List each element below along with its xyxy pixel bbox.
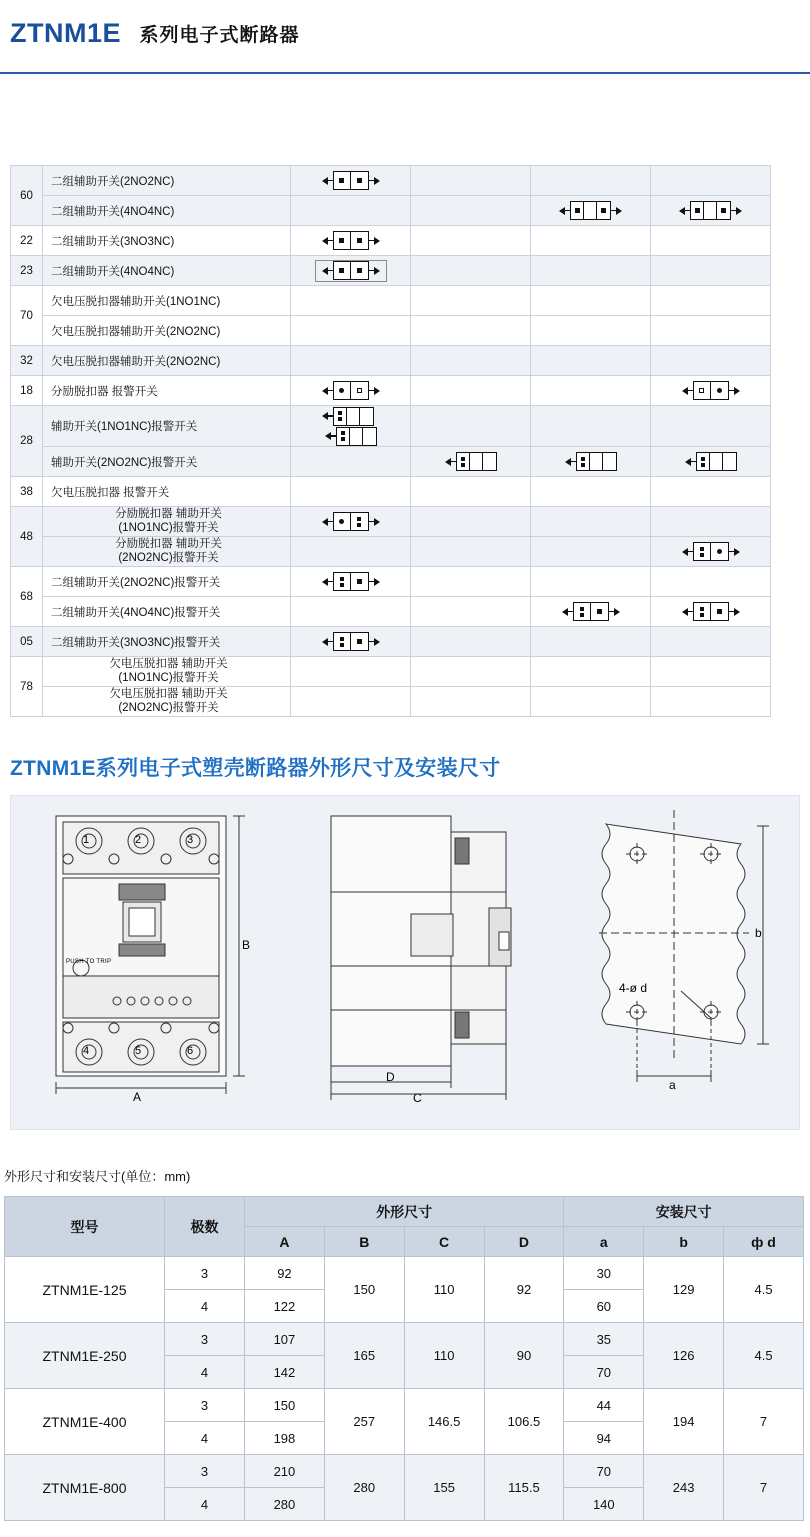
aux-alarm-symbol xyxy=(445,452,497,472)
figure-cell xyxy=(411,507,531,537)
table-row xyxy=(11,376,771,406)
th-D: D xyxy=(484,1227,564,1257)
cell-b: 194 xyxy=(644,1389,724,1455)
figure-cell xyxy=(531,447,651,477)
table-row xyxy=(11,166,771,196)
figure-cell xyxy=(411,226,531,256)
row-desc: 欠电压脱扣器辅助开关(1NO1NC) xyxy=(43,286,291,316)
figure-cell xyxy=(411,567,531,597)
cell-D: 115.5 xyxy=(484,1455,564,1521)
cell-poles: 4 xyxy=(165,1290,245,1323)
cell-C: 146.5 xyxy=(404,1389,484,1455)
th-A: A xyxy=(245,1227,325,1257)
figure-cell xyxy=(291,226,411,256)
breaker-drawings xyxy=(11,796,801,1129)
figure-cell xyxy=(291,507,411,537)
aux-alarm-symbol-left xyxy=(322,406,374,426)
table-row xyxy=(11,447,771,477)
row-code: 32 xyxy=(11,346,43,376)
page-title-sub: 系列电子式断路器 xyxy=(139,25,300,46)
table-row xyxy=(5,1389,804,1422)
cell-d: 7 xyxy=(724,1455,804,1521)
shunt-trip-alarm-symbol xyxy=(322,381,380,401)
switch-symbol-2no2nc xyxy=(322,171,380,191)
figure-cell xyxy=(411,316,531,346)
figure-cell xyxy=(291,627,411,657)
row-code: 68 xyxy=(11,567,43,627)
table-row xyxy=(5,1455,804,1488)
figure-cell xyxy=(531,567,651,597)
figure-cell xyxy=(651,196,771,226)
cell-B: 150 xyxy=(324,1257,404,1323)
figure-cell xyxy=(291,286,411,316)
figure-cell xyxy=(411,627,531,657)
figure-cell xyxy=(531,507,651,537)
figure-cell xyxy=(531,597,651,627)
cell-A: 142 xyxy=(245,1356,325,1389)
table-row xyxy=(11,346,771,376)
row-code: 23 xyxy=(11,256,43,286)
cell-A: 280 xyxy=(245,1488,325,1521)
figure-cell xyxy=(291,477,411,507)
figure-cell xyxy=(651,376,771,406)
figure-cell xyxy=(411,196,531,226)
switch-symbol-4no4nc-highlight xyxy=(316,261,386,281)
figure-cell xyxy=(651,567,771,597)
figure-cell xyxy=(531,627,651,657)
cell-poles: 3 xyxy=(165,1455,245,1488)
cell-A: 198 xyxy=(245,1422,325,1455)
cell-B: 257 xyxy=(324,1389,404,1455)
figure-cell xyxy=(531,537,651,567)
figure-cell xyxy=(291,346,411,376)
label-terminal-6: 6 xyxy=(187,1045,194,1057)
row-desc: 二组辅助开关(4NO4NC)报警开关 xyxy=(43,597,291,627)
cell-D: 90 xyxy=(484,1323,564,1389)
table-row xyxy=(5,1323,804,1356)
cell-poles: 4 xyxy=(165,1422,245,1455)
cell-poles: 4 xyxy=(165,1488,245,1521)
row-code: 48 xyxy=(11,507,43,567)
figure-cell xyxy=(291,687,411,717)
row-code: 38 xyxy=(11,477,43,507)
figure-cell xyxy=(651,256,771,286)
row-desc-line2: (2NO2NC)报警开关 xyxy=(118,701,219,714)
row-desc: 辅助开关(1NO1NC)报警开关 xyxy=(43,406,291,447)
th-d: ф d xyxy=(724,1227,804,1257)
label-terminal-4: 4 xyxy=(83,1045,90,1057)
figure-cell xyxy=(411,376,531,406)
figure-cell xyxy=(411,597,531,627)
dual-aux-alarm-symbol xyxy=(682,602,740,622)
figure-cell xyxy=(651,657,771,687)
figure-cell xyxy=(291,567,411,597)
cell-d: 4.5 xyxy=(724,1323,804,1389)
table-row xyxy=(11,286,771,316)
figure-cell xyxy=(291,597,411,627)
cell-model: ZTNM1E-125 xyxy=(5,1257,165,1323)
cell-a: 70 xyxy=(564,1356,644,1389)
figure-cell xyxy=(531,687,651,717)
cell-a: 60 xyxy=(564,1290,644,1323)
row-desc-line2: (1NO1NC)报警开关 xyxy=(118,521,219,534)
mounting-plate-view xyxy=(599,810,769,1082)
row-desc-line2: (1NO1NC)报警开关 xyxy=(118,671,219,684)
th-C: C xyxy=(404,1227,484,1257)
cell-a: 30 xyxy=(564,1257,644,1290)
row-desc: 二组辅助开关(4NO4NC) xyxy=(43,196,291,226)
switch-symbol-3no3nc xyxy=(322,231,380,251)
aux-alarm-symbol xyxy=(565,452,617,472)
table-row xyxy=(11,687,771,717)
cell-C: 110 xyxy=(404,1323,484,1389)
figure-cell xyxy=(291,406,411,447)
th-mounting-group: 安装尺寸 xyxy=(564,1197,804,1227)
side-view xyxy=(331,816,511,1100)
table-row xyxy=(11,597,771,627)
aux-alarm-symbol xyxy=(685,452,737,472)
page-title-main: ZTNM1E xyxy=(10,18,121,48)
figure-cell xyxy=(291,447,411,477)
label-hole-note: 4-ø d xyxy=(619,981,648,995)
row-desc xyxy=(43,657,291,687)
cell-a: 140 xyxy=(564,1488,644,1521)
row-code: 78 xyxy=(11,657,43,717)
switch-symbol-4no4nc xyxy=(559,201,622,221)
figure-cell xyxy=(411,346,531,376)
row-desc: 二组辅助开关(3NO3NC)报警开关 xyxy=(43,627,291,657)
figure-cell xyxy=(531,346,651,376)
figure-cell xyxy=(651,346,771,376)
row-desc-line1: 分励脱扣器 辅助开关 xyxy=(115,508,222,521)
dim-label-B: B xyxy=(242,938,251,952)
row-desc xyxy=(43,507,291,537)
figure-cell xyxy=(291,166,411,196)
figure-cell xyxy=(651,537,771,567)
figure-cell xyxy=(531,406,651,447)
th-model: 型号 xyxy=(5,1197,165,1257)
th-outline-group: 外形尺寸 xyxy=(245,1197,564,1227)
table-row xyxy=(11,256,771,286)
cell-A: 150 xyxy=(245,1389,325,1422)
figure-cell xyxy=(651,597,771,627)
row-desc: 二组辅助开关(3NO3NC) xyxy=(43,226,291,256)
label-terminal-5: 5 xyxy=(135,1045,142,1057)
cell-b: 126 xyxy=(644,1323,724,1389)
figure-cell xyxy=(411,256,531,286)
th-a: a xyxy=(564,1227,644,1257)
figure-cell xyxy=(411,286,531,316)
figure-cell xyxy=(411,406,531,447)
section-title-dimensions: ZTNM1E系列电子式塑壳断路器外形尺寸及安装尺寸 xyxy=(10,757,501,780)
figure-cell xyxy=(651,316,771,346)
table-row xyxy=(11,507,771,537)
table-row xyxy=(11,567,771,597)
figure-cell xyxy=(531,316,651,346)
label-terminal-2: 2 xyxy=(135,834,142,846)
row-desc: 二组辅助开关(4NO4NC) xyxy=(43,256,291,286)
cell-model: ZTNM1E-250 xyxy=(5,1323,165,1389)
cell-b: 243 xyxy=(644,1455,724,1521)
figure-cell xyxy=(531,657,651,687)
cell-a: 70 xyxy=(564,1455,644,1488)
cell-model: ZTNM1E-400 xyxy=(5,1389,165,1455)
figure-cell xyxy=(651,477,771,507)
dual-aux-alarm-symbol xyxy=(322,632,380,652)
figure-cell xyxy=(651,406,771,447)
accessory-table xyxy=(10,165,771,717)
figure-cell xyxy=(291,537,411,567)
figure-cell xyxy=(291,196,411,226)
figure-cell xyxy=(291,256,411,286)
dimensions-caption: 外形尺寸和安装尺寸(单位：mm) xyxy=(4,1169,191,1184)
cell-D: 106.5 xyxy=(484,1389,564,1455)
th-poles: 极数 xyxy=(165,1197,245,1257)
shunt-aux-alarm-symbol xyxy=(682,542,740,562)
cell-a: 44 xyxy=(564,1389,644,1422)
figure-cell xyxy=(531,376,651,406)
cell-poles: 3 xyxy=(165,1389,245,1422)
row-desc-line2: (2NO2NC)报警开关 xyxy=(118,551,219,564)
figure-cell xyxy=(411,166,531,196)
cell-A: 122 xyxy=(245,1290,325,1323)
dim-label-b: b xyxy=(755,926,762,940)
accessory-table-wrap xyxy=(10,165,770,717)
switch-symbol-4no4nc xyxy=(679,201,742,221)
cell-b: 129 xyxy=(644,1257,724,1323)
cell-C: 110 xyxy=(404,1257,484,1323)
figure-cell xyxy=(531,196,651,226)
figure-cell xyxy=(411,447,531,477)
figure-cell xyxy=(531,226,651,256)
row-code: 22 xyxy=(11,226,43,256)
cell-A: 92 xyxy=(245,1257,325,1290)
row-code: 60 xyxy=(11,166,43,226)
label-terminal-3: 3 xyxy=(187,834,194,846)
figure-cell xyxy=(411,657,531,687)
cell-a: 35 xyxy=(564,1323,644,1356)
figure-cell xyxy=(651,226,771,256)
th-b: b xyxy=(644,1227,724,1257)
row-desc-line1: 分励脱扣器 辅助开关 xyxy=(115,538,222,551)
dim-label-a: a xyxy=(669,1078,676,1092)
figure-cell xyxy=(651,286,771,316)
cell-d: 4.5 xyxy=(724,1257,804,1323)
aux-alarm-symbol-right xyxy=(325,426,377,446)
cell-B: 280 xyxy=(324,1455,404,1521)
dim-label-D: D xyxy=(386,1070,395,1084)
table-row xyxy=(11,196,771,226)
row-desc xyxy=(43,537,291,567)
table-row xyxy=(11,477,771,507)
table-row xyxy=(11,657,771,687)
row-code: 18 xyxy=(11,376,43,406)
cell-C: 155 xyxy=(404,1455,484,1521)
row-code: 05 xyxy=(11,627,43,657)
row-desc-line1: 欠电压脱扣器 辅助开关 xyxy=(109,688,228,701)
table-row xyxy=(11,406,771,447)
th-B: B xyxy=(324,1227,404,1257)
dim-label-C: C xyxy=(413,1091,422,1105)
figure-cell xyxy=(651,627,771,657)
row-code: 70 xyxy=(11,286,43,346)
table-row xyxy=(11,537,771,567)
table-row xyxy=(11,627,771,657)
row-desc: 欠电压脱扣器辅助开关(2NO2NC) xyxy=(43,316,291,346)
figure-cell xyxy=(291,657,411,687)
table-row xyxy=(11,226,771,256)
figure-cell xyxy=(531,477,651,507)
label-push-to-trip: PUSH TO TRIP xyxy=(66,959,112,965)
figure-cell xyxy=(651,687,771,717)
shunt-aux-alarm-symbol xyxy=(322,512,380,532)
cell-D: 92 xyxy=(484,1257,564,1323)
row-desc xyxy=(43,687,291,717)
cell-A: 210 xyxy=(245,1455,325,1488)
row-desc: 辅助开关(2NO2NC)报警开关 xyxy=(43,447,291,477)
dual-aux-alarm-symbol xyxy=(322,572,380,592)
row-desc-line1: 欠电压脱扣器 辅助开关 xyxy=(109,658,228,671)
dual-aux-alarm-symbol xyxy=(562,602,620,622)
row-code: 28 xyxy=(11,406,43,477)
row-desc: 欠电压脱扣器 报警开关 xyxy=(43,477,291,507)
cell-A: 107 xyxy=(245,1323,325,1356)
cell-a: 94 xyxy=(564,1422,644,1455)
row-desc: 分励脱扣器 报警开关 xyxy=(43,376,291,406)
cell-model: ZTNM1E-800 xyxy=(5,1455,165,1521)
figure-cell xyxy=(651,447,771,477)
cell-d: 7 xyxy=(724,1389,804,1455)
page-header xyxy=(0,0,810,78)
row-desc: 二组辅助开关(2NO2NC)报警开关 xyxy=(43,567,291,597)
figure-cell xyxy=(411,477,531,507)
figure-cell xyxy=(531,256,651,286)
shunt-trip-alarm-symbol xyxy=(682,381,740,401)
figure-cell xyxy=(651,166,771,196)
table-row xyxy=(5,1257,804,1290)
label-terminal-1: 1 xyxy=(83,834,90,846)
row-desc: 二组辅助开关(2NO2NC) xyxy=(43,166,291,196)
dimensions-table-wrap xyxy=(4,1196,804,1521)
drawing-panel xyxy=(10,795,800,1130)
table-row xyxy=(11,316,771,346)
figure-cell xyxy=(531,166,651,196)
header-divider xyxy=(0,72,810,74)
row-desc: 欠电压脱扣器辅助开关(2NO2NC) xyxy=(43,346,291,376)
cell-B: 165 xyxy=(324,1323,404,1389)
dimensions-table xyxy=(4,1196,804,1521)
dim-label-A: A xyxy=(133,1090,142,1104)
cell-poles: 3 xyxy=(165,1323,245,1356)
figure-cell xyxy=(531,286,651,316)
table-header-row xyxy=(5,1197,804,1227)
cell-poles: 3 xyxy=(165,1257,245,1290)
figure-cell xyxy=(291,316,411,346)
figure-cell xyxy=(411,687,531,717)
cell-poles: 4 xyxy=(165,1356,245,1389)
figure-cell xyxy=(291,376,411,406)
figure-cell xyxy=(411,537,531,567)
figure-cell xyxy=(651,507,771,537)
